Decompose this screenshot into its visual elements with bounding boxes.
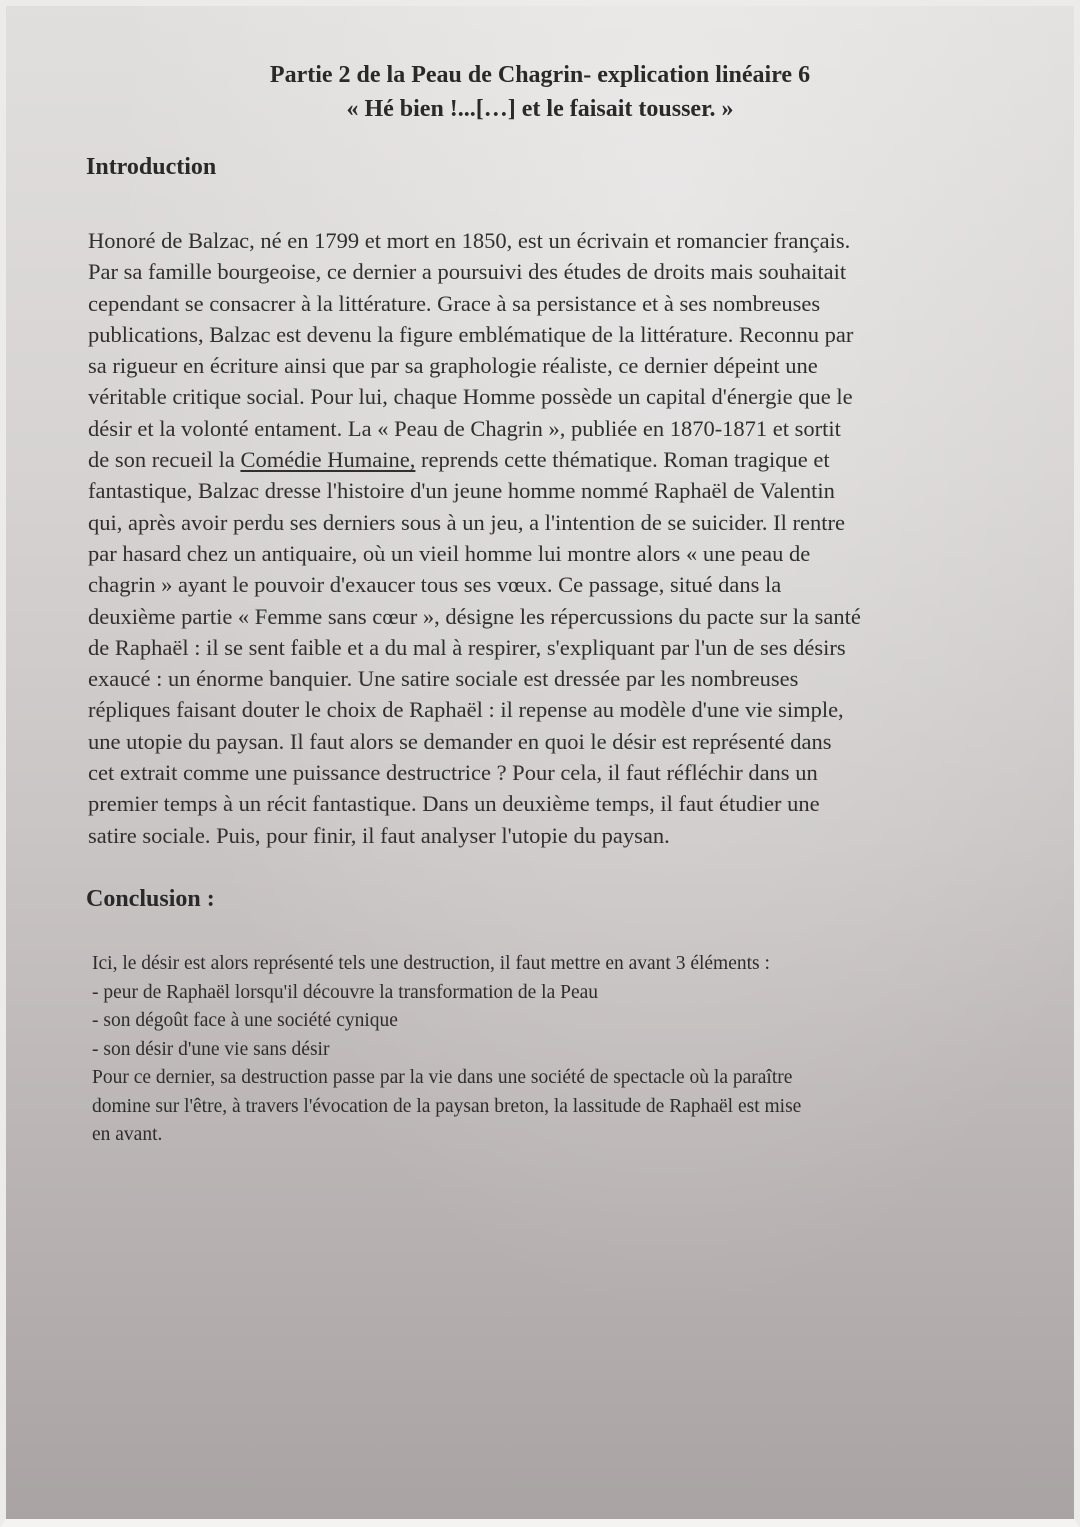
title-line-2: « Hé bien !...[…] et le faisait tousser. » — [346, 96, 734, 122]
list-item: - peur de Raphaël lorsqu'il découvre la transformation de la Peau — [92, 981, 599, 1003]
underlined-title: Comédie Humaine, — [240, 447, 416, 473]
conclusion-paragraph — [92, 950, 972, 1150]
paragraph-line: domine sur l'être, à travers l'évocation de la paysan breton, la lassitude de Raphaël est mise — [92, 1095, 802, 1117]
paragraph-line: publications, Balzac est devenu la figure emblématique de la littérature. Reconnu par — [88, 321, 854, 347]
list-item: - son désir d'une vie sans désir — [92, 1038, 330, 1060]
paragraph-line: premier temps à un récit fantastique. Dans un deuxième temps, il faut étudier une — [88, 791, 820, 817]
paragraph-line: Pour ce dernier, sa destruction passe par la vie dans une société de spectacle où la paraître — [92, 1067, 793, 1088]
paragraph-line — [88, 444, 988, 475]
introduction-paragraph — [88, 225, 988, 851]
paragraph-line: par hasard chez un antiquaire, où un vieil homme lui montre alors « une peau de — [88, 540, 811, 566]
paragraph-line: exaucé : un énorme banquier. Une satire sociale est dressée par les nombreuses — [88, 666, 799, 692]
line-text: de son recueil la — [88, 447, 241, 473]
paragraph-line: chagrin » ayant le pouvoir d'exaucer tous ses vœux. Ce passage, situé dans la — [88, 572, 782, 598]
paragraph-line: Ici, le désir est alors représenté tels une destruction, il faut mettre en avant 3 éléments : — [92, 953, 770, 974]
list-item: - son dégoût face à une société cynique — [92, 1010, 398, 1031]
line-text: reprends cette thématique. Roman tragique et — [415, 447, 830, 473]
paragraph-line: une utopie du paysan. Il faut alors se demander en quoi le désir est représenté dans — [88, 728, 832, 754]
paragraph-line: deuxième partie « Femme sans cœur », désigne les répercussions du pacte sur la santé — [88, 603, 861, 629]
paragraph-line: désir et la volonté entament. La « Peau de Chagrin », publiée en 1870-1871 et sortit — [88, 415, 841, 441]
paragraph-line: véritable critique social. Pour lui, chaque Homme possède un capital d'énergie que le — [88, 384, 853, 410]
paragraph-line: fantastique, Balzac dresse l'histoire d'un jeune homme nommé Raphaël de Valentin — [88, 478, 835, 504]
paragraph-line: qui, après avoir perdu ses derniers sous à un jeu, a l'intention de se suicider. Il rentre — [88, 509, 845, 535]
conclusion-heading: Conclusion : — [86, 886, 215, 912]
paragraph-line: en avant. — [92, 1124, 163, 1145]
paragraph-line: cet extrait comme une puissance destructrice ? Pour cela, il faut réfléchir dans un — [88, 760, 818, 786]
paragraph-line: de Raphaël : il se sent faible et a du mal à respirer, s'expliquant par l'un de ses désirs — [88, 634, 846, 660]
paragraph-line: Honoré de Balzac, né en 1799 et mort en 1850, est un écrivain et romancier français. — [88, 228, 851, 253]
paragraph-line: sa rigueur en écriture ainsi que par sa graphologie réaliste, ce dernier dépeint une — [88, 353, 818, 379]
paragraph-line: répliques faisant douter le choix de Raphaël : il repense au modèle d'une vie simple, — [88, 697, 844, 723]
title-line-1: Partie 2 de la Peau de Chagrin- explication linéaire 6 — [269, 62, 811, 88]
paragraph-line: Par sa famille bourgeoise, ce dernier a poursuivi des études de droits mais souhaitait — [88, 259, 847, 285]
introduction-heading: Introduction — [86, 154, 217, 180]
paragraph-line: satire sociale. Puis, pour finir, il faut analyser l'utopie du paysan. — [88, 822, 670, 848]
document-title — [6, 58, 1074, 126]
paragraph-line: cependant se consacrer à la littérature. Grace à sa persistance et à ses nombreuses — [88, 290, 821, 316]
